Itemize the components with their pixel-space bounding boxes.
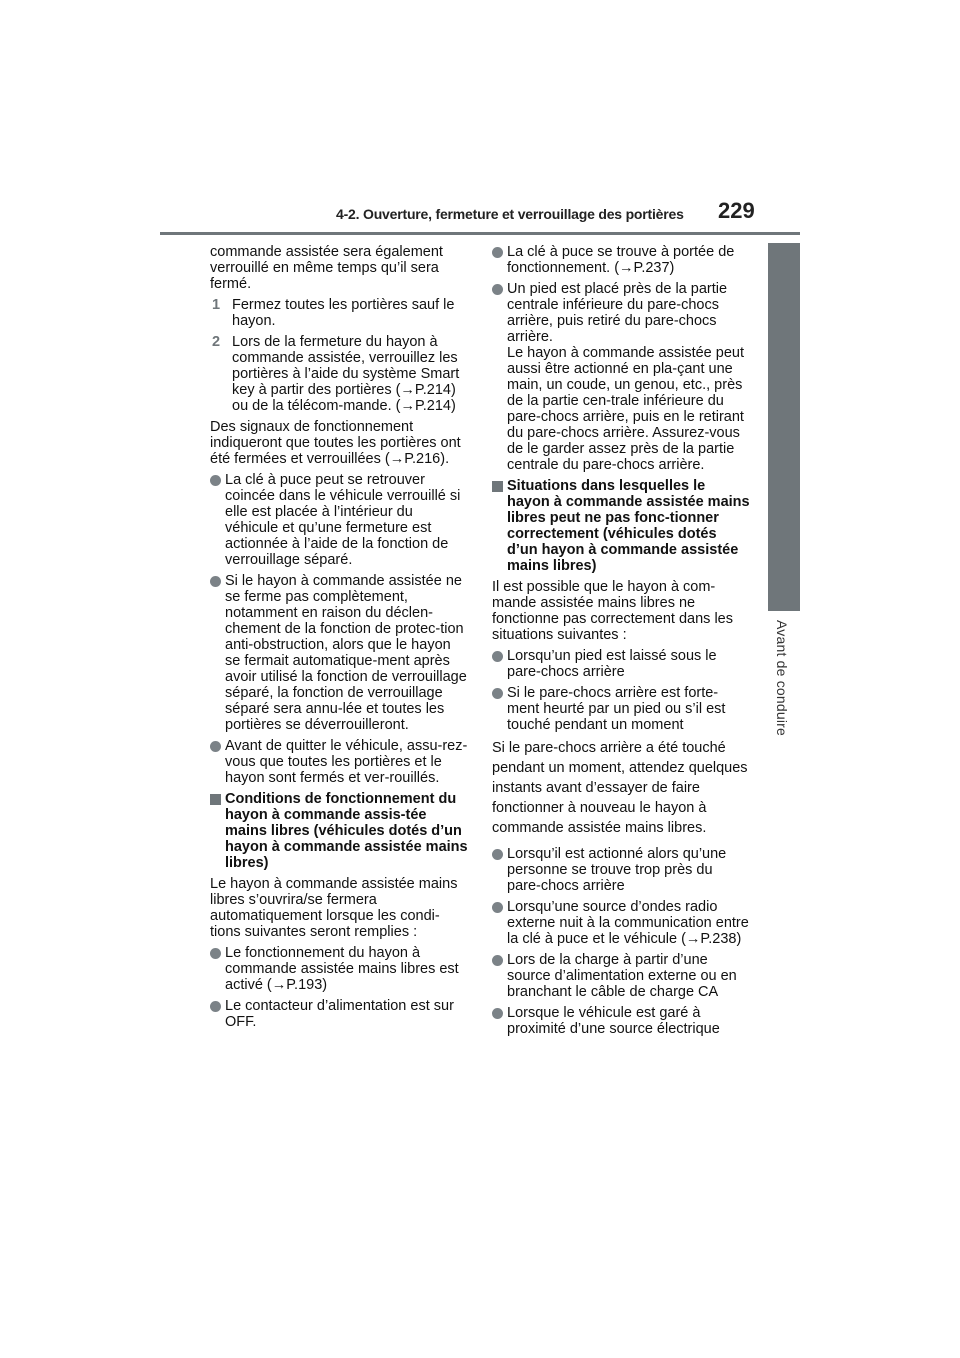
bullet-dot-icon (492, 1008, 503, 1019)
bullet-text: La clé à puce se trouve à portée de fonctionnement. (→P.237) (507, 244, 735, 276)
bullet-item (210, 472, 468, 568)
section-heading-text: Conditions de fonctionnement du hayon à commande assis-tée mains libres (véhicules dotés d’un hayon à commande assistée mains libres) (225, 791, 468, 871)
bullet-item (492, 685, 750, 733)
bullet-dot-icon (492, 284, 503, 295)
bullet-text: Avant de quitter le véhicule, assu-rez-vous que toutes les portières et le hayon sont fermés et ver-rouillés. (225, 738, 468, 786)
bullet-text: Lors de la charge à partir d’une source d’alimentation externe ou en branchant le câble de charge CA (507, 952, 737, 1000)
bullet-item (210, 573, 468, 733)
section-header-title: 4-2. Ouverture, fermeture et verrouillage des portières (336, 206, 684, 222)
paragraph: Des signaux de fonctionnement indiqueront que toutes les portières ont été fermées et verrouillées (→P.216). (210, 419, 461, 467)
section-heading-text: Situations dans lesquelles le hayon à commande assistée mains libres peut ne pas fonc-tionner correctement (véhicules dotés d’un hayon à commande assistée mains libres) (507, 478, 750, 574)
bullet-item (210, 945, 468, 993)
bullet-dot-icon (492, 955, 503, 966)
bullet-dot-icon (210, 475, 221, 486)
bullet-dot-icon (492, 849, 503, 860)
step-item (210, 297, 468, 329)
bullet-item (492, 281, 750, 473)
paragraph: Le hayon à commande assistée mains libres s’ouvrira/se fermera automatiquement lorsque les condi-tions suivantes seront remplies : (210, 876, 458, 940)
square-marker-icon (492, 481, 503, 492)
step-number: 1 (212, 297, 221, 313)
right-column (492, 244, 750, 1042)
bullet-text: Le fonctionnement du hayon à commande assistée mains libres est activé (→P.193) (225, 945, 459, 993)
bullet-item (492, 952, 750, 1000)
bullet-text: Lorsqu’il est actionné alors qu’une personne se trouve trop près du pare-chocs arrière (507, 846, 727, 894)
step-text: Fermez toutes les portières sauf le hayon. (232, 297, 455, 329)
step-item (210, 334, 468, 414)
bullet-item (492, 1005, 750, 1037)
bullet-item (492, 244, 750, 276)
chapter-number: 4 (780, 793, 788, 808)
bullet-item (210, 738, 468, 786)
left-column (210, 244, 468, 1035)
bullet-item (492, 648, 750, 680)
bullet-text: Le contacteur d’alimentation est sur OFF. (225, 998, 454, 1030)
section-heading (492, 478, 750, 574)
bullet-text: Un pied est placé près de la partie centrale inférieure du pare-chocs arrière, puis retiré du pare-chocs arrière. Le hayon à commande assistée peut aussi être actionné en pla-çant une main, un coude, un genou, etc., près de la partie cen-trale inférieure du pare-chocs arrière, puis en le retirant du pare-chocs arrière. Assurez-vous de le garder assez près de la partie centrale du pare-chocs arrière. (507, 281, 744, 473)
paragraph: Il est possible que le hayon à com-mande assistée mains libres ne fonctionne pas correctement dans les situations suivantes : (492, 579, 733, 643)
bullet-text: Lorsqu’une source d’ondes radio externe nuit à la communication entre la clé à puce et le véhicule (→P.238) (507, 899, 749, 947)
bullet-dot-icon (492, 247, 503, 258)
paragraph: Si le pare-chocs arrière a été touché pendant un moment, attendez quelques instants avant d’essayer de faire fonctionner à nouveau le hayon à commande assistée mains libres. (492, 740, 748, 836)
paragraph: commande assistée sera également verrouillé en même temps qu’il sera fermé. (210, 244, 443, 292)
bullet-text: Lorsque le véhicule est garé à proximité d’une source électrique (507, 1005, 720, 1037)
step-text: Lors de la fermeture du hayon à commande assistée, verrouillez les portières à l’aide du système Smart key à partir des portières (→P.214) ou de la télécom-mande. (→P.214) (232, 334, 460, 414)
bullet-text: Si le hayon à commande assistée ne se ferme pas complètement, notamment en raison du déclen-chement de la fonction de protec-tion anti-obstruction, alors que le hayon se fermait automatique-ment après avoir utilisé la fonction de verrouillage séparé, la fonction de verrouillage séparé sera annu-lée et toutes les portières se déverrouilleront. (225, 573, 467, 733)
bullet-dot-icon (492, 688, 503, 699)
bullet-text: La clé à puce peut se retrouver coincée dans le véhicule verrouillé si elle est placée à l’intérieur du véhicule et qu’une fermeture est actionnée à l’aide de la fonction de verrouillage séparé. (225, 472, 461, 568)
bullet-dot-icon (492, 651, 503, 662)
bullet-item (492, 899, 750, 947)
header-rule (160, 232, 800, 235)
bullet-text: Si le pare-chocs arrière est forte-ment heurté par un pied ou s’il est touché pendant un moment (507, 685, 726, 733)
step-number: 2 (212, 334, 221, 350)
page-number: 229 (718, 198, 755, 223)
section-heading (210, 791, 468, 871)
bullet-text: Lorsqu’un pied est laissé sous le pare-chocs arrière (507, 648, 717, 680)
bullet-dot-icon (210, 948, 221, 959)
chapter-label: Avant de conduire (774, 620, 790, 737)
square-marker-icon (210, 794, 221, 805)
bullet-item (492, 846, 750, 894)
bullet-dot-icon (492, 902, 503, 913)
bullet-dot-icon (210, 741, 221, 752)
bullet-dot-icon (210, 576, 221, 587)
bullet-dot-icon (210, 1001, 221, 1012)
bullet-item (210, 998, 468, 1030)
